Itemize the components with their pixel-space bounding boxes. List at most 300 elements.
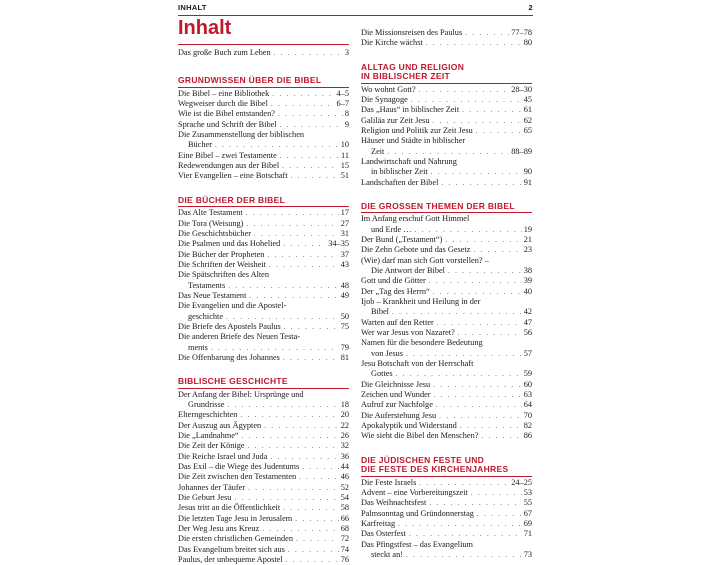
toc-entry-title: Der Auszug aus Ägypten bbox=[178, 420, 262, 430]
toc-entry[interactable] bbox=[361, 400, 532, 410]
toc-entry-page: 63 bbox=[523, 390, 532, 400]
toc-entry-title: Der Weg Jesu ans Kreuz bbox=[178, 523, 260, 533]
toc-entry[interactable] bbox=[361, 498, 532, 508]
toc-entry-page: 86 bbox=[523, 431, 532, 441]
toc-entry[interactable] bbox=[361, 328, 532, 338]
toc-entry-title: Die Zehn Gebote und das Gesetz bbox=[361, 245, 471, 255]
toc-entry-page: 46 bbox=[340, 472, 349, 482]
toc-entry-page: 64 bbox=[523, 400, 532, 410]
toc-entry-page: 11 bbox=[341, 150, 349, 160]
toc-entry-page: 43 bbox=[340, 259, 349, 269]
toc-entry-title: Galiläa zur Zeit Jesu bbox=[361, 115, 430, 125]
toc-entry[interactable] bbox=[361, 478, 532, 488]
dot-leader bbox=[246, 291, 338, 301]
toc-entry[interactable] bbox=[361, 318, 532, 328]
toc-entry[interactable] bbox=[178, 322, 349, 332]
toc-entry-title: Landschaften der Bibel bbox=[361, 177, 439, 187]
toc-entry-page: 75 bbox=[340, 321, 349, 331]
toc-entry[interactable] bbox=[178, 441, 349, 451]
toc-entry-title: Advent – eine Vorbereitungszeit bbox=[361, 487, 468, 497]
toc-entry[interactable] bbox=[178, 99, 349, 109]
toc-entry-title: (Wie) darf man sich Gott vorstellen? – bbox=[361, 255, 489, 265]
toc-entry-page: 73 bbox=[523, 549, 532, 559]
toc-entry bbox=[361, 136, 532, 146]
toc-entry[interactable] bbox=[361, 380, 532, 390]
toc-entry[interactable] bbox=[178, 452, 349, 462]
toc-entry-title: Die „Landnahme“ bbox=[178, 431, 239, 441]
toc-entry-page: 4–5 bbox=[336, 88, 349, 98]
toc-entry-title: Die Synagoge bbox=[361, 94, 408, 104]
toc-entry-page: 40 bbox=[523, 286, 532, 296]
dot-leader bbox=[266, 260, 339, 270]
toc-entry-title: Ijob – Krankheit und Heilung in der bbox=[361, 297, 481, 307]
section-heading-line: DIE JÜDISCHEN FESTE UND bbox=[361, 454, 485, 465]
dot-leader bbox=[299, 462, 339, 472]
toc-entry-page: 67 bbox=[523, 508, 532, 518]
toc-entry[interactable] bbox=[178, 208, 349, 218]
section-heading-line: GRUNDWISSEN ÜBER DIE BIBEL bbox=[178, 75, 322, 86]
toc-entry-title: Das Weihnachtsfest bbox=[361, 498, 427, 508]
dot-leader bbox=[277, 151, 339, 161]
toc-entry-page: 9 bbox=[344, 119, 349, 129]
toc-entry-title: Die Schriften der Weisheit bbox=[178, 259, 266, 269]
section-heading-line: ALLTAG UND RELIGION bbox=[361, 61, 465, 72]
toc-entry-title: Wie ist die Bibel entstanden? bbox=[178, 109, 275, 119]
toc-entry-title: Die Bücher der Propheten bbox=[178, 249, 265, 259]
toc-entry[interactable] bbox=[361, 421, 532, 431]
toc-entry-title: Die Spätschriften des Alten bbox=[178, 270, 270, 280]
toc-entry[interactable] bbox=[361, 116, 532, 126]
toc-entry-page: 18 bbox=[340, 400, 349, 410]
toc-entry-title: Paulus, der unbequeme Apostel bbox=[178, 554, 283, 564]
toc-entry-page: 20 bbox=[340, 410, 349, 420]
toc-entry-title: Die Evangelien und die Apostel- bbox=[178, 301, 287, 311]
dot-leader bbox=[280, 353, 339, 363]
dot-leader bbox=[261, 421, 339, 431]
toc-entry bbox=[361, 540, 532, 550]
toc-section bbox=[178, 196, 349, 363]
dot-leader bbox=[445, 266, 522, 276]
toc-entry[interactable] bbox=[178, 400, 349, 410]
toc-entry-title: Sprache und Schrift der Bibel bbox=[178, 119, 277, 129]
toc-entry-title: Wegweiser durch die Bibel bbox=[178, 99, 268, 109]
toc-entry-title: Gott und die Götter bbox=[361, 276, 426, 286]
toc-entry[interactable] bbox=[361, 509, 532, 519]
toc-entry-intro[interactable] bbox=[178, 48, 349, 58]
dot-leader bbox=[208, 343, 339, 353]
toc-entry[interactable] bbox=[361, 349, 532, 359]
toc-entry-page: 88–89 bbox=[511, 146, 532, 156]
toc-entry-page: 48 bbox=[340, 280, 349, 290]
toc-entry[interactable] bbox=[361, 411, 532, 421]
toc-entry-page: 21 bbox=[523, 235, 532, 245]
toc-entry-title: Die letzten Tage Jesu in Jerusalem bbox=[178, 513, 293, 523]
toc-entry[interactable] bbox=[178, 161, 349, 171]
toc-entry bbox=[361, 359, 532, 369]
dot-leader bbox=[429, 116, 521, 126]
toc-entry[interactable] bbox=[178, 291, 349, 301]
toc-entry-page: 8 bbox=[344, 109, 349, 119]
toc-entry-title: Vier Evangelien – eine Botschaft bbox=[178, 171, 288, 181]
toc-entry[interactable] bbox=[178, 89, 349, 99]
dot-leader bbox=[251, 229, 339, 239]
dot-leader bbox=[280, 239, 326, 249]
toc-entry-title: Die Zusammenstellung der biblischen bbox=[178, 130, 305, 140]
toc-entry[interactable] bbox=[178, 472, 349, 482]
dot-leader bbox=[212, 140, 339, 150]
dot-leader bbox=[416, 478, 509, 488]
toc-entry[interactable] bbox=[361, 28, 532, 38]
toc-entry-page: 23 bbox=[523, 245, 532, 255]
title-rule bbox=[178, 44, 349, 45]
toc-entry-title: Das Pfingstfest – das Evangelium bbox=[361, 539, 473, 549]
toc-entry[interactable] bbox=[361, 390, 532, 400]
toc-entry[interactable] bbox=[361, 235, 532, 245]
section-heading-line: DIE GROSSEN THEMEN DER BIBEL bbox=[361, 200, 515, 211]
toc-entry bbox=[178, 332, 349, 342]
dot-leader bbox=[288, 171, 339, 181]
toc-entry-page: 71 bbox=[523, 529, 532, 539]
dot-leader bbox=[389, 307, 522, 317]
dot-leader bbox=[224, 400, 338, 410]
toc-entry-title: Der „Tag des Herrn“ bbox=[361, 286, 430, 296]
toc-entry-page: 61 bbox=[523, 105, 532, 115]
toc-entry-page: 72 bbox=[340, 534, 349, 544]
toc-entry-title: Die Kirche wächst bbox=[361, 38, 423, 48]
toc-entry[interactable] bbox=[178, 503, 349, 513]
toc-entry-title: Das „Haus“ in biblischer Zeit bbox=[361, 105, 460, 115]
section-heading bbox=[361, 63, 532, 84]
dot-leader bbox=[275, 109, 343, 119]
dot-leader bbox=[268, 99, 335, 109]
toc-entry-page: 68 bbox=[340, 523, 349, 533]
dot-leader bbox=[459, 105, 522, 115]
toc-entry-title: Die Zeit zwischen den Testamenten bbox=[178, 472, 297, 482]
dot-leader bbox=[428, 167, 522, 177]
toc-entry[interactable] bbox=[361, 287, 532, 297]
dot-leader bbox=[433, 400, 522, 410]
dot-leader bbox=[237, 410, 338, 420]
toc-entry-title: in biblischer Zeit bbox=[371, 167, 428, 177]
toc-entry[interactable] bbox=[178, 555, 349, 565]
toc-entry-title: Das Osterfest bbox=[361, 529, 406, 539]
dot-leader bbox=[403, 550, 522, 560]
dot-leader bbox=[478, 431, 521, 441]
toc-entry-title: Die ersten christlichen Gemeinden bbox=[178, 534, 293, 544]
section-heading-line: DIE FESTE DES KIRCHENJAHRES bbox=[361, 464, 509, 475]
dot-leader bbox=[280, 503, 339, 513]
dot-leader bbox=[470, 245, 521, 255]
toc-entry-title: Jesu Botschaft von der Herrschaft bbox=[361, 359, 474, 369]
toc-entry[interactable] bbox=[361, 550, 532, 560]
toc-entry[interactable] bbox=[361, 38, 532, 48]
toc-entry-title: Religion und Politik zur Zeit Jesu bbox=[361, 125, 473, 135]
dot-leader bbox=[406, 529, 522, 539]
toc-entry[interactable] bbox=[178, 462, 349, 472]
toc-entry[interactable] bbox=[361, 369, 532, 379]
toc-entry[interactable] bbox=[178, 151, 349, 161]
page-number: 2 bbox=[528, 3, 533, 12]
toc-entry-title: Die Zeit der Könige bbox=[178, 441, 245, 451]
toc-entry-title: Das Exil – die Wiege des Judentums bbox=[178, 462, 300, 471]
toc-entry-page: 76 bbox=[340, 554, 349, 564]
toc-entry-title: Das Alte Testament bbox=[178, 208, 243, 218]
toc-entry[interactable] bbox=[178, 534, 349, 544]
toc-entry-title: Redewendungen aus der Bibel bbox=[178, 161, 280, 171]
toc-entry[interactable] bbox=[178, 483, 349, 493]
toc-entry-title: Die Auferstehung Jesu bbox=[361, 410, 437, 420]
toc-entry-page: 50 bbox=[340, 311, 349, 321]
toc-entry bbox=[178, 130, 349, 140]
toc-entry-title: Im Anfang erschuf Gott Himmel bbox=[361, 214, 470, 224]
toc-entry-page: 53 bbox=[523, 487, 532, 497]
toc-entry-page: 39 bbox=[523, 276, 532, 286]
dot-leader bbox=[438, 178, 521, 188]
toc-entry-title: Namen für die besondere Bedeutung bbox=[361, 338, 483, 348]
toc-entry-page: 22 bbox=[340, 420, 349, 430]
dot-leader bbox=[277, 120, 343, 130]
toc-entry bbox=[178, 270, 349, 280]
toc-entry-title: Gottes bbox=[371, 369, 393, 379]
toc-entry-title: Bibel bbox=[371, 307, 389, 317]
toc-entry-title: Die Tora (Weisung) bbox=[178, 218, 244, 228]
toc-entry-title: Wer war Jesus von Nazaret? bbox=[361, 328, 455, 338]
toc-entry-title: Elterngeschichten bbox=[178, 410, 238, 420]
toc-entry[interactable] bbox=[178, 545, 349, 555]
toc-entry-title: Bücher bbox=[188, 140, 212, 150]
toc-entry-page: 66 bbox=[340, 513, 349, 523]
dot-leader bbox=[474, 509, 522, 519]
section-heading bbox=[178, 76, 349, 88]
toc-entry-page: 91 bbox=[523, 177, 532, 187]
toc-entry-title: Die Gleichnisse Jesu bbox=[361, 379, 431, 389]
toc-entry-title: Warten auf den Retter bbox=[361, 317, 434, 327]
toc-entry[interactable] bbox=[178, 219, 349, 229]
toc-entry[interactable] bbox=[178, 514, 349, 524]
toc-entry-title: Die Bibel – eine Bibliothek bbox=[178, 88, 270, 98]
dot-leader bbox=[468, 488, 522, 498]
toc-entry-title: Palmsonntag und Gründonnerstag bbox=[361, 508, 474, 518]
toc-entry-page: 15 bbox=[340, 161, 349, 171]
toc-entry-page: 34–35 bbox=[328, 239, 349, 249]
toc-entry[interactable] bbox=[361, 105, 532, 115]
toc-entry-page: 55 bbox=[523, 498, 532, 508]
toc-entry[interactable] bbox=[361, 95, 532, 105]
toc-entry-page: 17 bbox=[340, 208, 349, 218]
toc-entry-page: 44 bbox=[340, 462, 349, 471]
toc-entry-page: 28–30 bbox=[511, 84, 532, 94]
toc-entry-title: Der Anfang der Bibel: Ursprünge und bbox=[178, 389, 304, 399]
toc-entry-page: 74 bbox=[340, 544, 349, 554]
toc-entry[interactable] bbox=[178, 281, 349, 291]
toc-entry[interactable] bbox=[178, 421, 349, 431]
dot-leader bbox=[473, 126, 522, 136]
toc-entry-page: 69 bbox=[523, 518, 532, 528]
toc-entry[interactable] bbox=[178, 140, 349, 150]
toc-entry-page: 81 bbox=[340, 352, 349, 362]
toc-entry-page: 6–7 bbox=[336, 99, 349, 109]
dot-leader bbox=[430, 287, 522, 297]
toc-entry[interactable] bbox=[361, 147, 532, 157]
toc-entry[interactable] bbox=[178, 343, 349, 353]
toc-entry[interactable] bbox=[361, 126, 532, 136]
toc-entry bbox=[361, 338, 532, 348]
toc-entry-page: 62 bbox=[523, 115, 532, 125]
dot-leader bbox=[436, 411, 522, 421]
toc-entry-title: Die Geschichtsbücher bbox=[178, 228, 252, 238]
dot-leader bbox=[267, 452, 338, 462]
section-heading bbox=[361, 202, 532, 214]
toc-entry-page: 32 bbox=[340, 441, 349, 451]
toc-entry-title: Die Offenbarung des Johannes bbox=[178, 352, 280, 362]
dot-leader bbox=[279, 161, 339, 171]
toc-entry-page: 24–25 bbox=[511, 477, 532, 487]
toc-entry-title: Die Missionsreisen des Paulus bbox=[361, 28, 463, 37]
toc-entry[interactable] bbox=[178, 493, 349, 503]
toc-entry[interactable] bbox=[361, 225, 532, 235]
toc-entry-title: Die Geburt Jesu bbox=[178, 492, 232, 502]
toc-entry-page: 19 bbox=[523, 224, 532, 234]
toc-entry[interactable] bbox=[361, 167, 532, 177]
toc-entry-title: Die anderen Briefe des Neuen Testa- bbox=[178, 332, 301, 342]
toc-entry-title: Jesus tritt an die Öffentlichkeit bbox=[178, 503, 281, 513]
toc-entry-title: von Jesus bbox=[371, 348, 404, 358]
toc-section bbox=[361, 456, 532, 561]
toc-entry[interactable] bbox=[178, 229, 349, 239]
dot-leader bbox=[393, 369, 522, 379]
section-heading-line: BIBLISCHE GESCHICHTE bbox=[178, 376, 288, 387]
dot-leader bbox=[243, 208, 339, 218]
running-header-label: INHALT bbox=[178, 3, 207, 12]
toc-entry[interactable] bbox=[361, 307, 532, 317]
dot-leader bbox=[296, 472, 339, 482]
toc-entry-page: 37 bbox=[340, 249, 349, 259]
toc-entry-title: Landwirtschaft und Nahrung bbox=[361, 156, 457, 166]
toc-entry[interactable] bbox=[361, 519, 532, 529]
toc-entry-title: Die Antwort der Bibel bbox=[371, 266, 445, 276]
toc-entry[interactable] bbox=[178, 250, 349, 260]
toc-entry-page: 3 bbox=[344, 48, 349, 57]
toc-entry-title: Zeichen und Wunder bbox=[361, 390, 431, 400]
toc-entry[interactable] bbox=[178, 353, 349, 363]
toc-entry[interactable] bbox=[178, 239, 349, 249]
toc-entry-title: Die Psalmen und das Hohelied bbox=[178, 239, 281, 249]
dot-leader bbox=[384, 147, 509, 157]
dot-leader bbox=[225, 281, 338, 291]
toc-entry[interactable] bbox=[178, 312, 349, 322]
toc-entry-title: Wo wohnt Gott? bbox=[361, 84, 416, 94]
toc-entry-title: Das Evangelium breitet sich aus bbox=[178, 544, 285, 554]
toc-entry[interactable] bbox=[361, 266, 532, 276]
toc-entry-page: 49 bbox=[340, 290, 349, 300]
toc-entry-title: Die Briefe des Apostels Paulus bbox=[178, 321, 281, 331]
toc-entry-page: 57 bbox=[523, 348, 532, 358]
page-title: Inhalt bbox=[178, 17, 232, 39]
toc-entry-page: 58 bbox=[340, 503, 349, 513]
dot-leader bbox=[243, 219, 338, 229]
toc-entry-page: 54 bbox=[340, 492, 349, 502]
dot-leader bbox=[269, 89, 334, 99]
dot-leader bbox=[285, 545, 339, 555]
toc-entry-title: Eine Bibel – zwei Testamente bbox=[178, 150, 277, 160]
dot-leader bbox=[245, 483, 339, 493]
dot-leader bbox=[292, 514, 338, 524]
toc-entry[interactable] bbox=[361, 245, 532, 255]
dot-leader bbox=[223, 312, 339, 322]
toc-entry[interactable] bbox=[178, 120, 349, 130]
dot-leader bbox=[442, 235, 521, 245]
section-heading bbox=[178, 196, 349, 208]
dot-leader bbox=[412, 225, 522, 235]
toc-left-column bbox=[178, 48, 349, 565]
toc-entry-page: 26 bbox=[340, 431, 349, 441]
toc-entry[interactable] bbox=[361, 178, 532, 188]
dot-leader bbox=[431, 390, 522, 400]
toc-entry-title: und Erde … bbox=[371, 224, 412, 234]
toc-entry-title: Der Bund („Testament“) bbox=[361, 235, 443, 245]
toc-entry bbox=[361, 157, 532, 167]
toc-entry-page: 51 bbox=[340, 171, 349, 181]
toc-entry-page: 82 bbox=[523, 421, 532, 430]
toc-entry-page: 38 bbox=[523, 266, 532, 276]
toc-entry-title: ments bbox=[188, 342, 208, 352]
toc-entry-title: Aufruf zur Nachfolge bbox=[361, 400, 433, 410]
toc-entry-title: Häuser und Städte in biblischer bbox=[361, 136, 466, 146]
toc-entry bbox=[178, 301, 349, 311]
dot-leader bbox=[423, 38, 522, 48]
dot-leader bbox=[293, 534, 339, 544]
toc-entry[interactable] bbox=[178, 260, 349, 270]
toc-entry[interactable] bbox=[178, 524, 349, 534]
header-rule bbox=[178, 15, 533, 16]
toc-entry[interactable] bbox=[361, 488, 532, 498]
section-heading bbox=[361, 456, 532, 477]
toc-entry-title: Johannes der Täufer bbox=[178, 482, 246, 492]
toc-entry[interactable] bbox=[178, 171, 349, 181]
toc-entry-page: 90 bbox=[523, 167, 532, 177]
toc-entry-title: Grundrisse bbox=[188, 400, 225, 410]
toc-entry[interactable] bbox=[361, 529, 532, 539]
toc-section bbox=[361, 63, 532, 188]
toc-entry[interactable] bbox=[361, 431, 532, 441]
toc-entry-title: steckt an! bbox=[371, 549, 404, 559]
toc-entry-page: 77–78 bbox=[511, 28, 532, 37]
dot-leader bbox=[430, 380, 522, 390]
section-heading-line: IN BIBLISCHER ZEIT bbox=[361, 71, 450, 82]
toc-entry[interactable] bbox=[178, 109, 349, 119]
toc-entry-page: 42 bbox=[523, 307, 532, 317]
toc-entry bbox=[361, 214, 532, 224]
dot-leader bbox=[455, 328, 522, 338]
toc-entry-page: 80 bbox=[523, 38, 532, 48]
toc-entry[interactable] bbox=[361, 276, 532, 286]
dot-leader bbox=[259, 524, 339, 534]
toc-entry-title: Testaments bbox=[188, 280, 226, 290]
toc-entry-page: 10 bbox=[340, 140, 349, 150]
toc-entry[interactable] bbox=[178, 410, 349, 420]
toc-entry[interactable] bbox=[178, 431, 349, 441]
toc-entry-page: 36 bbox=[340, 451, 349, 461]
toc-entry[interactable] bbox=[361, 85, 532, 95]
toc-entry-page: 56 bbox=[523, 328, 532, 338]
toc-entry-title: Apokalyptik und Widerstand bbox=[361, 421, 457, 430]
toc-entry-page: 31 bbox=[340, 228, 349, 238]
toc-entry-page: 70 bbox=[523, 410, 532, 420]
section-heading bbox=[178, 377, 349, 389]
dot-leader bbox=[239, 431, 339, 441]
dot-leader bbox=[457, 421, 522, 431]
toc-entry-page: 60 bbox=[523, 379, 532, 389]
